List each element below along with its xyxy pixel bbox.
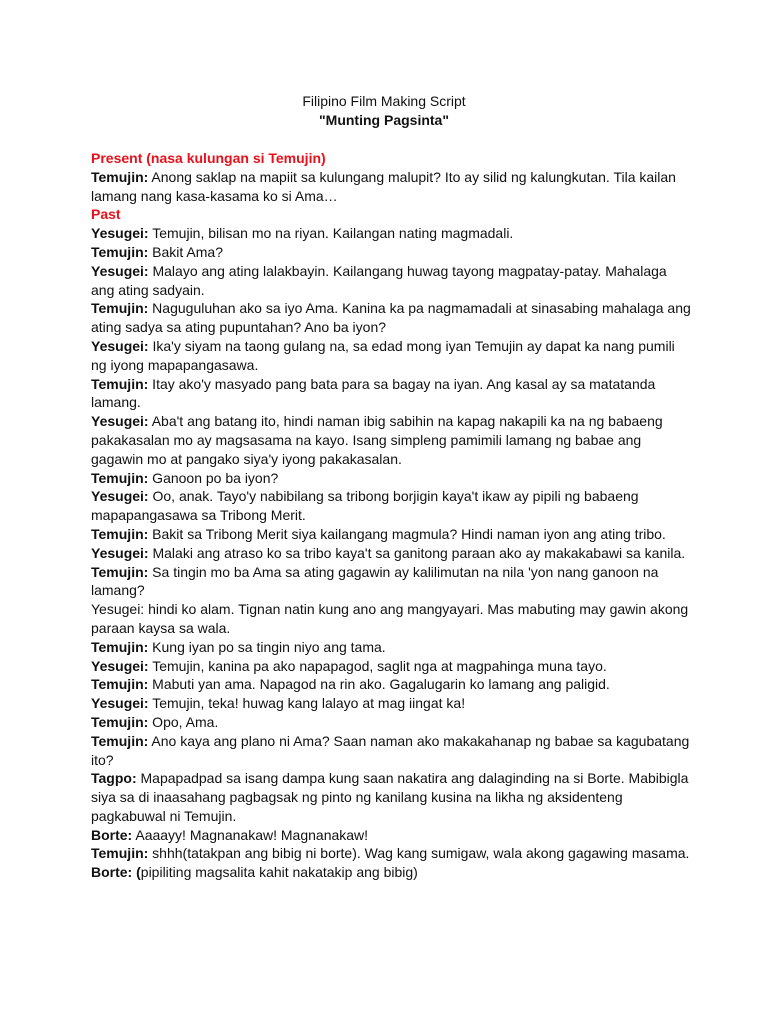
speaker-name: Yesugei: <box>91 488 149 505</box>
dialogue-text: Bakit sa Tribong Merit siya kailangang magmula? Hindi naman iyon ang ating tribo. <box>148 525 666 542</box>
dialogue-line <box>91 168 691 206</box>
dialogue-text: Itay ako'y masyado pang bata para sa bagay na iyan. Ang kasal ay sa matatanda lamang. <box>91 375 656 411</box>
dialogue-line <box>91 375 691 413</box>
dialogue-text: Sa tingin mo ba Ama sa ating gagawin ay kalilimutan na nila 'yon nang ganoon na lamang? <box>91 563 659 599</box>
dialogue-text: Temujin, kanina pa ako napapagod, saglit nga at magpahinga muna tayo. <box>148 657 607 674</box>
dialogue-text: Mapapadpad sa isang dampa kung saan nakatira ang dalaginding na si Borte. Mabibigla siya sa di inaasahang pagbagsak ng pinto ng kanilang kusina na likha ng aksidenteng pagkabuwal ni Temujin. <box>91 770 689 824</box>
dialogue-line <box>91 525 691 544</box>
dialogue-line <box>91 262 691 300</box>
dialogue-text: Mabuti yan ama. Napagod na rin ako. Gagalugarin ko lamang ang paligid. <box>148 676 610 693</box>
speaker-name: Yesugei: <box>91 413 149 430</box>
dialogue-line <box>91 487 691 525</box>
dialogue-text: pipiliting magsalita kahit nakatakip ang bibig) <box>140 864 418 881</box>
document-subtitle: "Munting Pagsinta" <box>319 112 449 128</box>
dialogue-line <box>91 243 691 262</box>
speaker-name: Temujin: <box>91 713 149 730</box>
speaker-name: Temujin: <box>91 676 149 693</box>
speaker-name: Temujin: <box>91 732 149 749</box>
dialogue-text: Aba't ang batang ito, hindi naman ibig sabihin na kapag nakapili ka na ng babaeng pakakasalan mo ay magsasama na kayo. Isang simpleng pamimili lamang ng babae ang gagawin mo at pangako siya'y iyong pakakasalan. <box>91 413 663 467</box>
dialogue-text: shhh(tatakpan ang bibig ni borte). Wag kang sumigaw, wala akong gagawing masama. <box>148 845 690 862</box>
dialogue-text: Ika'y siyam na taong gulang na, sa edad mong iyan Temujin ay dapat ka nang pumili ng iyong mapapangasawa. <box>91 337 675 373</box>
speaker-name: Temujin: <box>91 300 149 317</box>
dialogue-text: Aaaayy! Magnanakaw! Magnanakaw! <box>132 826 369 843</box>
speaker-name: Borte: <box>91 826 133 843</box>
speaker-name: Temujin: <box>91 375 149 392</box>
speaker-name: Yesugei: <box>91 657 149 674</box>
speaker-name: Yesugei: <box>91 337 149 354</box>
speaker-name: Temujin: <box>91 525 149 542</box>
dialogue-text: Kung iyan po sa tingin niyo ang tama. <box>148 638 386 655</box>
dialogue-text: Yesugei: hindi ko alam. Tignan natin kung ano ang mangyayari. Mas mabuting may gawin akong paraan kaysa sa wala. <box>91 601 689 636</box>
dialogue-text: Opo, Ama. <box>148 713 219 730</box>
speaker-name: Temujin: <box>91 243 149 260</box>
dialogue-line <box>91 694 691 713</box>
speaker-name: Temujin: <box>91 469 149 486</box>
speaker-name: Yesugei: <box>91 262 149 279</box>
dialogue-line <box>91 600 691 638</box>
dialogue-line <box>91 544 691 563</box>
dialogue-line <box>91 844 691 863</box>
dialogue-line <box>91 224 691 243</box>
dialogue-line <box>91 713 691 732</box>
scene-heading-present: Present (nasa kulungan si Temujin) <box>91 150 326 166</box>
speaker-name: Temujin: <box>91 845 149 862</box>
dialogue-text: Malaki ang atraso ko sa tribo kaya't sa ganitong paraan ako ay makakabawi sa kanila. <box>148 544 686 561</box>
speaker-name: Borte: ( <box>91 864 141 881</box>
speaker-name: Tagpo: <box>91 770 137 787</box>
dialogue-text: Malayo ang ating lalakbayin. Kailangang huwag tayong magpatay-patay. Mahalaga ang ating sadyain. <box>91 262 667 298</box>
dialogue-line <box>91 563 691 601</box>
dialogue-line <box>91 732 691 770</box>
script-body <box>91 149 691 882</box>
dialogue-text: Temujin, teka! huwag kang lalayo at mag iingat ka! <box>148 695 466 712</box>
dialogue-line <box>91 412 691 468</box>
speaker-name: Yesugei: <box>91 225 149 242</box>
dialogue-text: Temujin, bilisan mo na riyan. Kailangan nating magmadali. <box>148 225 514 242</box>
dialogue-line <box>91 675 691 694</box>
document-title: Filipino Film Making Script <box>302 93 466 109</box>
dialogue-line <box>91 469 691 488</box>
dialogue-line <box>91 638 691 657</box>
speaker-name: Temujin: <box>91 638 149 655</box>
dialogue-text: Naguguluhan ako sa iyo Ama. Kanina ka pa nagmamadali at sinasabing mahalaga ang ating sadya sa ating pupuntahan? Ano ba iyon? <box>91 300 691 336</box>
speaker-name: Temujin: <box>91 563 149 580</box>
speaker-name: Temujin: <box>91 168 149 185</box>
dialogue-text: Ganoon po ba iyon? <box>148 469 279 486</box>
scene-heading-past: Past <box>91 206 121 223</box>
dialogue-line <box>91 299 691 337</box>
dialogue-line <box>91 863 691 882</box>
dialogue-text: Bakit Ama? <box>148 243 223 260</box>
speaker-name: Yesugei: <box>91 695 149 712</box>
dialogue-line <box>91 337 691 375</box>
dialogue-text: Ano kaya ang plano ni Ama? Saan naman ako makakahanap ng babae sa kagubatang ito? <box>91 732 690 768</box>
speaker-name: Yesugei: <box>91 544 149 561</box>
stage-direction-line <box>91 769 691 825</box>
dialogue-text: Anong saklap na mapiit sa kulungang malupit? Ito ay silid ng kalungkutan. Tila kailan lamang nang kasa-kasama ko si Ama… <box>91 168 676 204</box>
dialogue-line <box>91 657 691 676</box>
dialogue-line <box>91 826 691 845</box>
dialogue-text: Oo, anak. Tayo'y nabibilang sa tribong borjigin kaya't ikaw ay pipili ng babaeng mapapangasawa sa Tribong Merit. <box>91 488 639 524</box>
